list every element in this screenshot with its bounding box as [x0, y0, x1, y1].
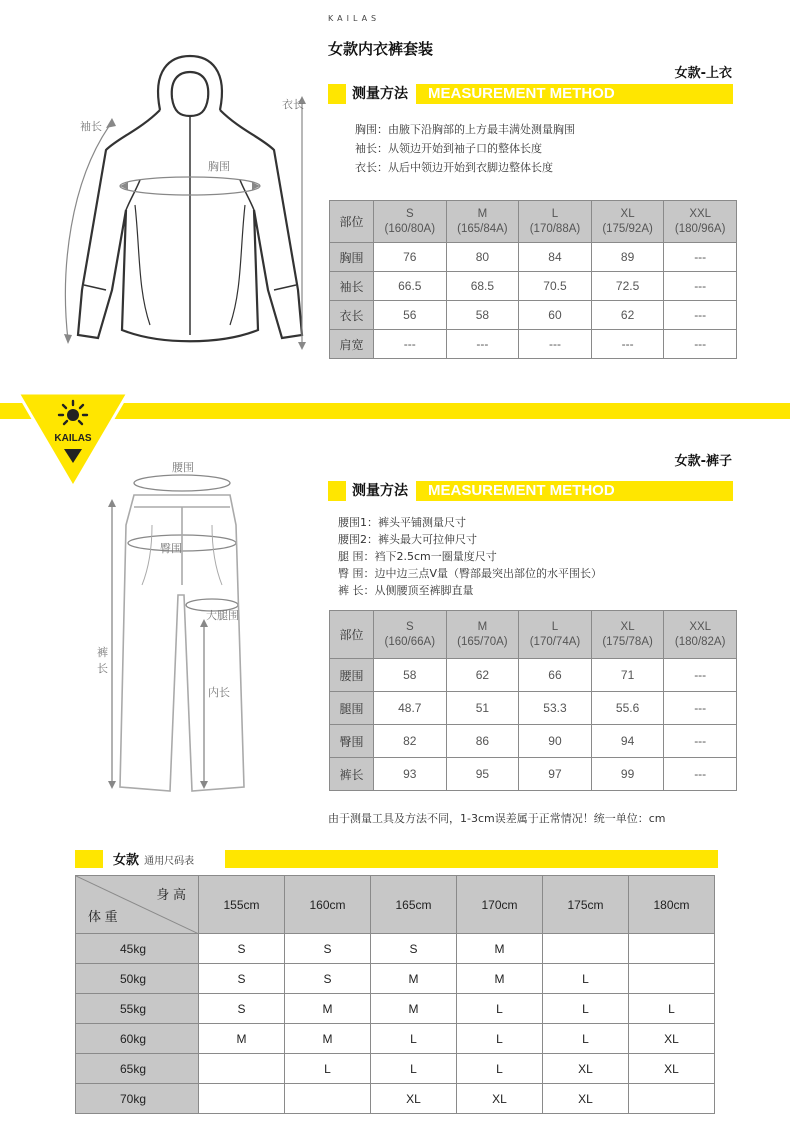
table-row: 裤长 93 95 97 99 ---	[330, 758, 737, 791]
corner-weight-label: 体 重	[88, 909, 118, 924]
top-method-heading	[328, 84, 733, 104]
size-header: S (160/80A)	[374, 201, 447, 243]
table-row: 腰围 58 62 66 71 ---	[330, 659, 737, 692]
height-header: 155cm	[199, 876, 285, 934]
general-chart-title: 女款	[113, 853, 140, 868]
top-method-list	[355, 120, 575, 177]
size-header: L (170/88A)	[519, 201, 592, 243]
height-header: 180cm	[629, 876, 715, 934]
table-row: 腿围 48.7 51 53.3 55.6 ---	[330, 692, 737, 725]
size-header: L (170/74A)	[519, 611, 592, 659]
bottom-method-heading	[328, 481, 733, 501]
table-row: 臀围 82 86 90 94 ---	[330, 725, 737, 758]
method-item: 腰围1：裤头平铺测量尺寸	[338, 516, 466, 529]
table-corner	[76, 876, 199, 934]
table-row: 65kg L L L XL XL	[76, 1054, 715, 1084]
general-size-table	[75, 875, 715, 1114]
table-row: 70kg XL XL XL	[76, 1084, 715, 1114]
bottom-method-heading-en: MEASUREMENT METHOD	[428, 482, 615, 499]
size-header: S (160/66A)	[374, 611, 447, 659]
top-method-heading-cn: 测量方法	[346, 84, 416, 104]
height-header: 170cm	[457, 876, 543, 934]
table-corner: 部位	[330, 201, 374, 243]
method-item: 袖长：从领边开始到袖子口的整体长度	[355, 142, 542, 155]
length-label: 衣长	[282, 98, 304, 111]
size-header: XXL (180/82A)	[664, 611, 737, 659]
general-chart-subtitle: 通用尺码表	[144, 856, 195, 867]
sleeve-label: 袖长	[80, 120, 102, 133]
method-item: 胸围：由腋下沿胸部的上方最丰满处测量胸围	[355, 123, 575, 136]
general-chart-heading	[75, 850, 718, 868]
size-header: XL (175/92A)	[591, 201, 664, 243]
size-header: M (165/70A)	[446, 611, 519, 659]
table-row: 50kg S S M M L	[76, 964, 715, 994]
table-corner: 部位	[330, 611, 374, 659]
bottom-method-list	[338, 514, 602, 599]
chest-label: 胸围	[208, 160, 230, 173]
top-size-table	[329, 200, 737, 359]
page-title: 女款内衣裤套装	[328, 40, 434, 58]
bottom-method-heading-cn: 测量方法	[346, 481, 416, 501]
hip-label: 臀围	[160, 542, 182, 555]
bottom-subtitle: 女款-裤子	[674, 454, 732, 469]
top-method-heading-en: MEASUREMENT METHOD	[428, 85, 615, 102]
method-item: 衣长：从后中领边开始到衣脚边整体长度	[355, 161, 553, 174]
bottom-size-table	[329, 610, 737, 791]
size-header: XXL (180/96A)	[664, 201, 737, 243]
table-row: 45kg S S S M	[76, 934, 715, 964]
table-row: 袖长 66.5 68.5 70.5 72.5 ---	[330, 272, 737, 301]
thigh-label: 大腿围	[206, 609, 239, 622]
size-header: XL (175/78A)	[591, 611, 664, 659]
brand-name: KAILAS	[328, 14, 381, 23]
pants-figure	[92, 455, 262, 800]
waist-label: 腰围	[172, 461, 194, 474]
inseam-label: 内长	[208, 686, 230, 699]
size-header: M (165/84A)	[446, 201, 519, 243]
table-row: 60kg M M L L L XL	[76, 1024, 715, 1054]
logo-text: KAILAS	[54, 433, 92, 444]
table-row: 衣长 56 58 60 62 ---	[330, 301, 737, 330]
method-item: 臀 围：边中边三点V量（臀部最突出部位的水平围长）	[338, 567, 603, 580]
table-row: 55kg S M M L L L	[76, 994, 715, 1024]
tolerance-notice: 由于测量工具及方法不同，1-3cm误差属于正常情况！统一单位：cm	[328, 812, 666, 825]
height-header: 165cm	[371, 876, 457, 934]
method-item: 腰围2：裤头最大可拉伸尺寸	[338, 533, 477, 546]
height-header: 160cm	[285, 876, 371, 934]
table-row: 胸围 76 80 84 89 ---	[330, 243, 737, 272]
pant-length-label: 裤 长	[97, 646, 108, 675]
top-subtitle: 女款-上衣	[674, 66, 732, 81]
method-item: 裤 长：从侧腰顶至裤脚直量	[338, 584, 474, 597]
method-item: 腿 围：裆下2.5cm一圈量度尺寸	[338, 550, 497, 563]
height-header: 175cm	[543, 876, 629, 934]
table-row: 肩宽 --- --- --- --- ---	[330, 330, 737, 359]
corner-height-label: 身 高	[156, 887, 186, 902]
